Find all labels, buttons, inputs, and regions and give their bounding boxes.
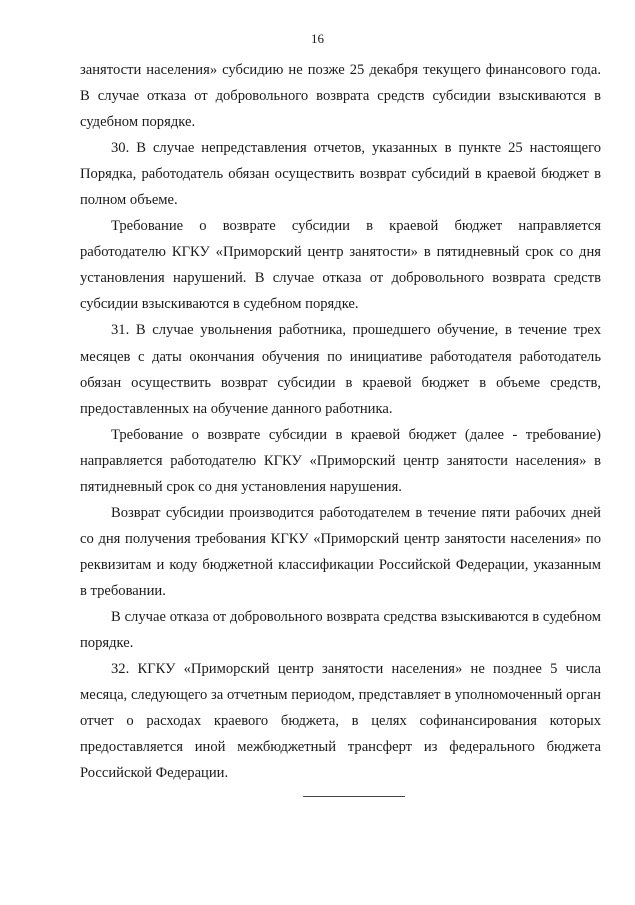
paragraph-requirement: Требование о возврате субсидии в краевой бюджет (далее - требование) направляется работодателю КГКУ «Приморский центр занятости населения» в пятидневный срок со дня установления нарушения. [80, 426, 601, 495]
page-number: 16 [311, 31, 324, 46]
document-body [80, 57, 601, 786]
end-of-document-line [303, 796, 405, 797]
paragraph-item-32: 32. КГКУ «Приморский центр занятости населения» не позднее 5 числа месяца, следующего за отчетным периодом, представляет в уполномоченный орган отчет о расходах краевого бюджета, в целях софинансирования которых предоставляется иной межбюджетный трансферт из федерального бюджета Российской Федерации. [80, 661, 601, 782]
paragraph-continuation: занятости населения» субсидию не позже 25 декабря текущего финансового года. В случае отказа от добровольного возврата средств субсидии взыскиваются в судебном порядке. [80, 62, 601, 131]
paragraph-item-30: 30. В случае непредставления отчетов, указанных в пункте 25 настоящего Порядка, работодатель обязан осуществить возврат субсидий в краевой бюджет в полном объеме. [80, 140, 601, 209]
paragraph-refund-procedure: Возврат субсидии производится работодателем в течение пяти рабочих дней со дня получения требования КГКУ «Приморский центр занятости населения» по реквизитам и коду бюджетной классификации Российской Федерации, указанным в требовании. [80, 504, 601, 599]
paragraph-refund-demand: Требование о возврате субсидии в краевой бюджет направляется работодателю КГКУ «Приморский центр занятости» в пятидневный срок со дня установления нарушений. В случае отказа от добровольного возврата средств субсидии взыскиваются в судебном порядке. [80, 218, 601, 313]
paragraph-refusal: В случае отказа от добровольного возврата средства взыскиваются в судебном порядке. [80, 608, 601, 652]
paragraph-item-31: 31. В случае увольнения работника, прошедшего обучение, в течение трех месяцев с даты окончания обучения по инициативе работодателя работодатель обязан осуществить возврат субсидии в краевой бюджет в объеме средств, предоставленных на обучение данного работника. [80, 322, 601, 417]
